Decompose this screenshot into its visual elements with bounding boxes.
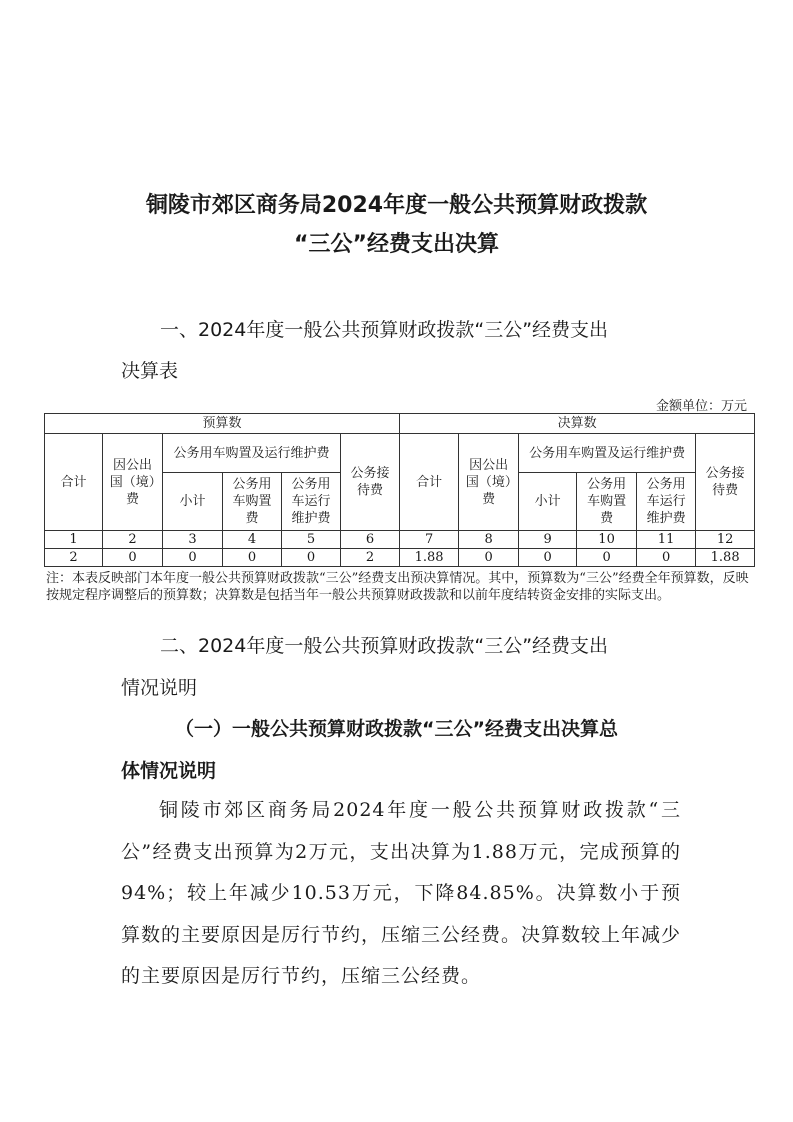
header-total: 合计: [400, 434, 459, 531]
table-cell: 2: [341, 549, 400, 567]
header-vehicle-group: 公务用车购置及运行维护费: [163, 434, 341, 473]
table-cell: 5: [282, 531, 341, 549]
document-title-line-1: 铜陵市郊区商务局2024年度一般公共预算财政拨款: [145, 193, 648, 218]
table-cell: 10: [577, 531, 637, 549]
subsection-1-heading: （一）一般公共预算财政拨款“三公”经费支出决算总: [175, 718, 618, 740]
table-note: 注：本表反映部门本年度一般公共预算财政拨款“三公”经费支出预决算情况。其中，预算数为“三公”经费全年预算数，反映按规定程序调整后的预算数；决算数是包括当年一般公共预算财政拨款和以前年度结转资金安排的实际支出。: [46, 571, 749, 603]
table-row-values: [45, 549, 755, 567]
section-1-heading: 一、2024年度一般公共预算财政拨款“三公”经费支出: [160, 319, 609, 341]
table-cell: 0: [577, 549, 637, 567]
header-vehicle-group: 公务用车购置及运行维护费: [519, 434, 696, 473]
table-cell: 7: [400, 531, 459, 549]
table-cell: 0: [282, 549, 341, 567]
table-cell: 0: [519, 549, 577, 567]
three-public-expense-table: [44, 413, 755, 567]
table-cell: 1.88: [696, 549, 755, 567]
table-cell: 1: [45, 531, 103, 549]
header-vehicle-operate: 公务用车运行维护费: [637, 473, 696, 531]
summary-paragraph: 铜陵市郊区商务局2024年度一般公共预算财政拨款“三公”经费支出预算为2万元，支出决算为1.88万元，完成预算的94%；较上年减少10.53万元，下降84.85%。决算数小于预算数的主要原因是厉行节约，压缩三公经费。决算数较上年减少的主要原因是厉行节约，压缩三公经费。: [121, 799, 682, 987]
table-cell: 2: [45, 549, 103, 567]
subsection-1-heading-cont: 体情况说明: [121, 760, 217, 782]
header-vehicle-purchase: 公务用车购置费: [223, 473, 282, 531]
table-cell: 0: [103, 549, 163, 567]
document-title-line-2: “三公”经费支出决算: [294, 232, 499, 257]
table-row-index: [45, 531, 755, 549]
header-reception: 公务接待费: [696, 434, 755, 531]
table-cell: 6: [341, 531, 400, 549]
section-1-heading-cont: 决算表: [121, 360, 179, 382]
table-cell: 12: [696, 531, 755, 549]
table-cell: 11: [637, 531, 696, 549]
table-cell: 9: [519, 531, 577, 549]
table-cell: 0: [637, 549, 696, 567]
header-abroad: 因公出国（境）费: [459, 434, 519, 531]
group-header-budget: 预算数: [45, 414, 400, 434]
table-cell: 1.88: [400, 549, 459, 567]
table-cell: 2: [103, 531, 163, 549]
amount-unit-label: 金额单位：万元: [655, 399, 747, 414]
group-header-final: 决算数: [400, 414, 755, 434]
header-vehicle-operate: 公务用车运行维护费: [282, 473, 341, 531]
table-cell: 4: [223, 531, 282, 549]
table-cell: 0: [459, 549, 519, 567]
section-2-heading: 二、2024年度一般公共预算财政拨款“三公”经费支出: [160, 635, 609, 657]
header-subtotal: 小计: [519, 473, 577, 531]
table-cell: 3: [163, 531, 223, 549]
header-abroad: 因公出国（境）费: [103, 434, 163, 531]
header-vehicle-purchase: 公务用车购置费: [577, 473, 637, 531]
section-2-heading-cont: 情况说明: [121, 677, 198, 699]
table-cell: 0: [223, 549, 282, 567]
header-reception: 公务接待费: [341, 434, 400, 531]
header-total: 合计: [45, 434, 103, 531]
header-subtotal: 小计: [163, 473, 223, 531]
table-cell: 0: [163, 549, 223, 567]
table-cell: 8: [459, 531, 519, 549]
